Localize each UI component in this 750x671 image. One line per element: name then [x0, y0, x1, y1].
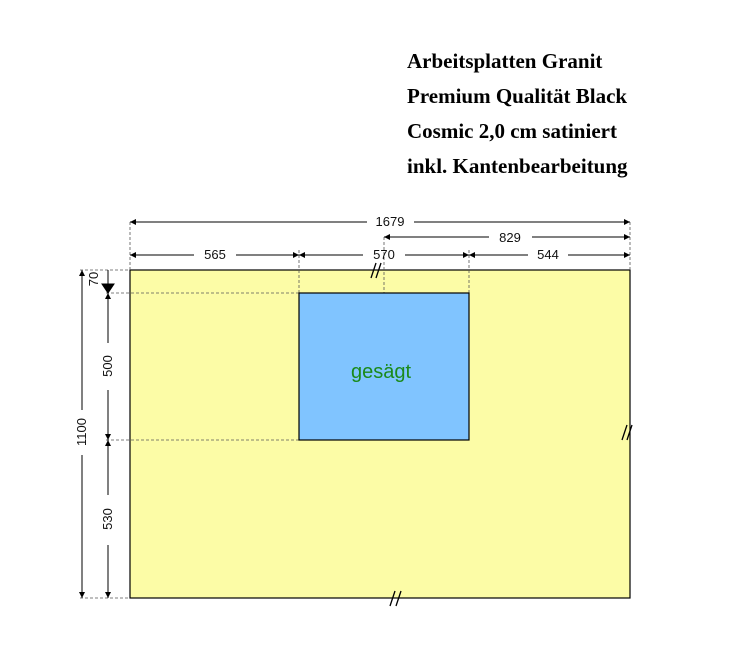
title-line-4: inkl. Kantenbearbeitung — [407, 154, 628, 178]
dim-left-segment: 565 — [204, 247, 226, 262]
title-line-3: Cosmic 2,0 cm satiniert — [407, 119, 617, 143]
dim-total-height: 1100 — [74, 418, 89, 446]
title-line-1: Arbeitsplatten Granit — [407, 49, 603, 73]
dim-total-width: 1679 — [375, 214, 405, 229]
dim-bottom-segment: 530 — [100, 508, 115, 530]
dim-right-offset: 829 — [499, 230, 521, 245]
dim-top-offset: 70 — [86, 271, 101, 287]
dim-cutout-height: 500 — [100, 355, 115, 377]
dim-cutout-width: 570 — [373, 247, 395, 262]
title-line-2: Premium Qualität Black — [407, 84, 628, 108]
dim-right-segment: 544 — [537, 247, 559, 262]
cutout-label: gesägt — [350, 361, 412, 383]
